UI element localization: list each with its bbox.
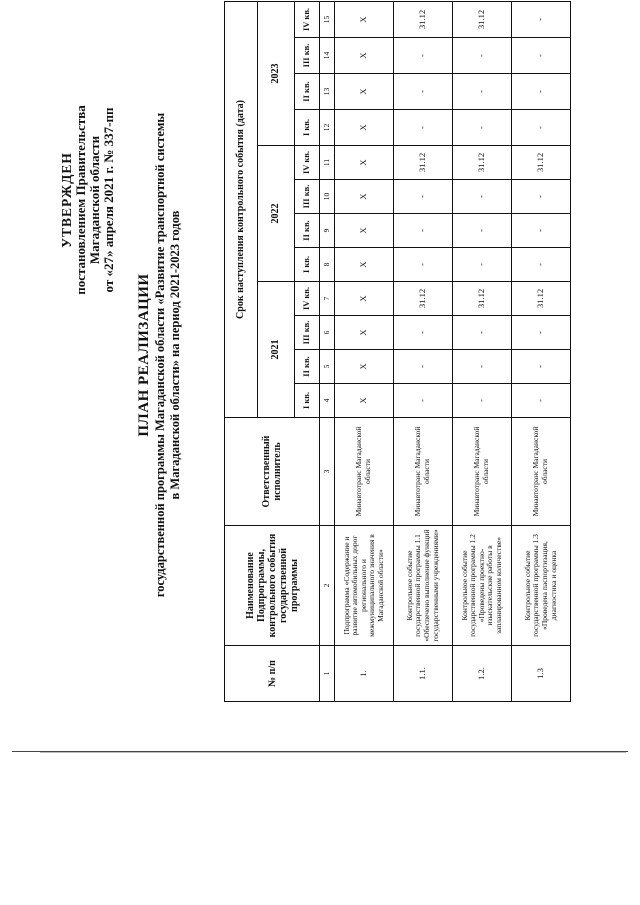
row-quarter-cell: 31.12 [453,146,512,180]
row-quarter-cell: - [394,350,453,384]
row-responsible: Минавтотранс Магаданской области [394,418,453,526]
row-quarter-cell: - [453,38,512,74]
row-name: Подпрограмма «Содержание и развитие автомобильных дорог регионального и межмуниципального значения в Магаданской области» [335,526,394,646]
column-number: 3 [320,418,335,526]
header-responsible: Ответственный исполнитель [225,418,320,526]
row-quarter-cell: - [394,110,453,146]
table-body [335,1,571,701]
row-quarter-cell: Х [335,384,394,418]
column-number: 2 [320,526,335,646]
header-quarter: I кв. [295,248,320,282]
approval-block [60,50,116,350]
row-quarter-cell: - [512,180,571,214]
row-quarter-cell: - [453,350,512,384]
row-quarter-cell: - [453,316,512,350]
row-quarter-cell: - [453,180,512,214]
row-quarter-cell: Х [335,180,394,214]
row-quarter-cell: - [453,384,512,418]
header-year-2023: 2023 [258,1,295,145]
row-quarter-cell: 31.12 [394,1,453,37]
row-quarter-cell: - [453,214,512,248]
row-responsible: Минавтотранс Магаданской области [335,418,394,526]
column-number: 7 [320,282,335,316]
column-number-row [320,1,335,701]
header-quarter: I кв. [295,384,320,418]
title-line-3: в Магаданской области» на период 2021-2023 годов [168,210,182,500]
row-responsible: Минавтотранс Магаданской области [512,418,571,526]
header-quarter: III кв. [295,180,320,214]
table-row [394,1,453,701]
row-quarter-cell: Х [335,110,394,146]
column-number: 11 [320,146,335,180]
row-number: 1.3 [512,646,571,702]
table-row [512,1,571,701]
row-quarter-cell: Х [335,214,394,248]
row-quarter-cell: Х [335,74,394,110]
column-number: 8 [320,248,335,282]
row-quarter-cell: - [512,1,571,37]
row-quarter-cell: Х [335,38,394,74]
row-quarter-cell: 31.12 [453,282,512,316]
row-quarter-cell: - [512,316,571,350]
row-quarter-cell: - [394,248,453,282]
header-quarter: IV кв. [295,282,320,316]
plan-table [224,1,571,702]
header-quarter: II кв. [295,350,320,384]
row-quarter-cell: 31.12 [512,146,571,180]
approval-line-1: постановлением Правительства [73,105,88,295]
approval-line-2: Магаданской области [87,135,102,265]
row-quarter-cell: 31.12 [512,282,571,316]
header-quarter: III кв. [295,316,320,350]
column-number: 15 [320,1,335,37]
row-quarter-cell: - [394,74,453,110]
table-row [453,1,512,701]
row-quarter-cell: - [512,248,571,282]
row-quarter-cell: Х [335,1,394,37]
document-title [135,0,183,710]
header-period: Срок наступления контрольного события (дата) [225,1,258,417]
row-quarter-cell: - [512,38,571,74]
row-name: Контрольное событие государственной программы 1.3 «Проведена паспортизация, диагностика и оценка [512,526,571,646]
column-number: 9 [320,214,335,248]
column-number: 13 [320,74,335,110]
row-quarter-cell: Х [335,146,394,180]
row-quarter-cell: - [394,38,453,74]
column-number: 5 [320,350,335,384]
row-quarter-cell: - [394,384,453,418]
header-year-2022: 2022 [258,146,295,282]
row-quarter-cell: Х [335,316,394,350]
approval-line-3: от «27» апреля 2021 г. № 337-пп [101,107,116,293]
column-number: 10 [320,180,335,214]
header-quarter: II кв. [295,74,320,110]
row-quarter-cell: - [394,180,453,214]
column-number: 4 [320,384,335,418]
header-quarter: IV кв. [295,146,320,180]
title-main: ПЛАН РЕАЛИЗАЦИИ [136,273,152,437]
column-number: 14 [320,38,335,74]
row-name: Контрольное событие государственной программы 1.2 «Проведены проектно-изыскательские работы в запланированном количестве» [453,526,512,646]
column-number: 12 [320,110,335,146]
column-number: 1 [320,646,335,702]
row-quarter-cell: 31.12 [394,146,453,180]
title-line-2: государственной программы Магаданской области «Развитие транспортной системы [153,112,167,598]
row-name: Контрольное событие государственной программы 1.1 «Обеспечено выполнение функций государственными учреждениями» [394,526,453,646]
row-quarter-cell: - [394,316,453,350]
table-row [335,1,394,701]
row-quarter-cell: - [453,248,512,282]
header-year-2021: 2021 [258,282,295,418]
row-quarter-cell: 31.12 [394,282,453,316]
row-quarter-cell: - [512,384,571,418]
column-number: 6 [320,316,335,350]
header-num: № п/п [225,646,320,702]
row-responsible: Минавтотранс Магаданской области [453,418,512,526]
row-quarter-cell: - [512,214,571,248]
row-quarter-cell: - [512,74,571,110]
row-quarter-cell: - [453,110,512,146]
row-number: 1. [335,646,394,702]
row-quarter-cell: - [512,350,571,384]
row-quarter-cell: Х [335,350,394,384]
row-quarter-cell: Х [335,282,394,316]
approval-heading: УТВЕРЖДЕН [59,152,74,248]
row-quarter-cell: 31.12 [453,1,512,37]
row-number: 1.1. [394,646,453,702]
page-divider-shadow [40,752,626,753]
row-quarter-cell: Х [335,248,394,282]
row-quarter-cell: - [394,214,453,248]
header-quarter: IV кв. [295,1,320,37]
header-quarter: III кв. [295,38,320,74]
row-number: 1.2. [453,646,512,702]
header-quarter: II кв. [295,214,320,248]
header-quarter: I кв. [295,110,320,146]
header-name: Наименование Подпрограммы, контрольного события государственной программы [225,526,320,646]
row-quarter-cell: - [512,110,571,146]
row-quarter-cell: - [453,74,512,110]
